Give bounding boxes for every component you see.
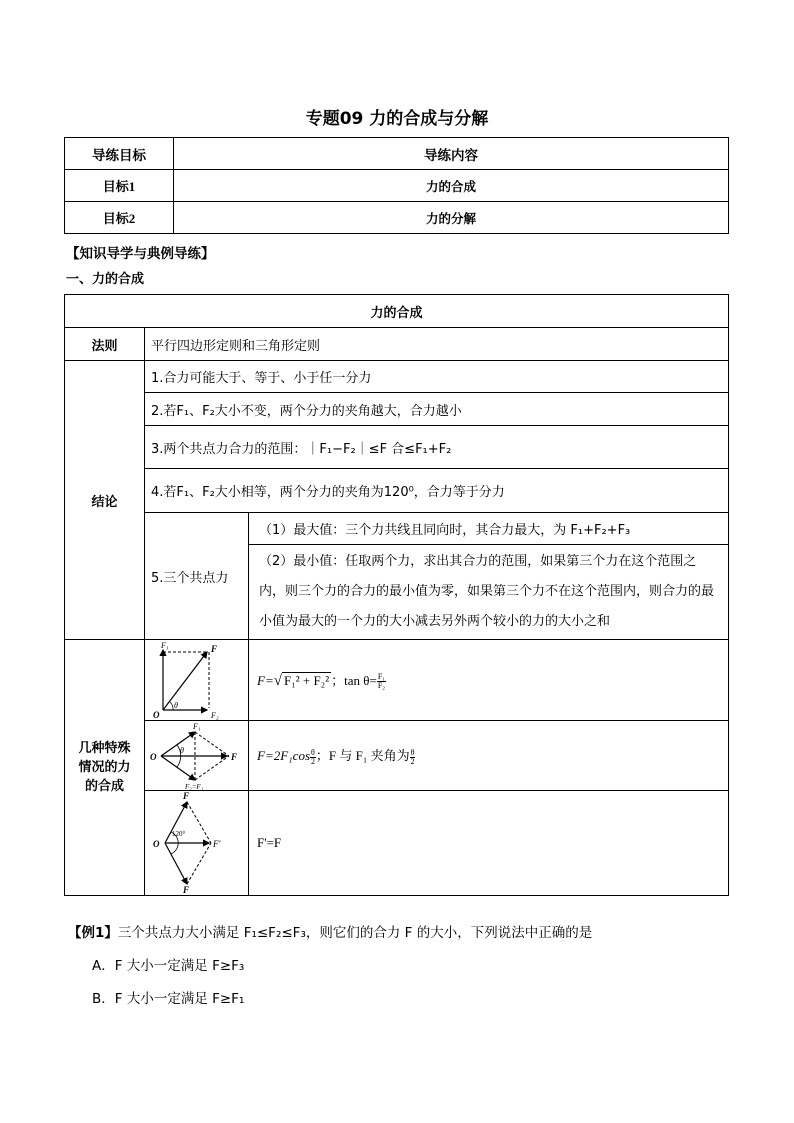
fig3-f-top-label: F [182,792,189,801]
formula1-den: F₂ [377,681,386,691]
fig1-o-label: O [152,710,159,720]
formula2-part-a: F=2F₁cos [257,748,311,764]
fig3-f-bottom-label: F [182,885,189,894]
formula-perpendicular: F=√ F₁² + F₂² ；tan θ= $\frac{\text{F₁}}{\text{F₂}}$ [249,640,729,721]
fig1-theta-label: θ [173,701,178,710]
special-cases-text: 几种特殊情况的力的合成 [78,741,131,794]
objectives-header-goal: 导练目标 [65,138,174,170]
page-title: 专题09 力的合成与分解 [305,109,489,129]
formula-equal-forces [249,721,729,791]
formula2-num-a: θ [311,747,315,757]
special-cases-label [65,640,145,896]
objective-content-2: 力的分解 [174,202,729,234]
conclusion-2: 2.若F₁、F₂大小不变，两个分力的夹角越大，合力越小 [145,393,729,426]
section-heading: 【知识导学与典例导练】 [66,246,215,262]
fig1-f2-label: F₂ [210,711,219,720]
formula1-tan: ；tan θ= [331,672,377,688]
option-b: B．F 大小一定满足 F≥F₁ [92,991,245,1007]
formula1-num: F₁ [377,672,386,682]
formula1-prefix: F= [257,672,274,688]
objectives-header-content: 导练内容 [174,138,729,170]
rule-text: 平行四边形定则和三角形定则 [145,328,729,361]
formula2-part-b: ；F 与 F₁ 夹角为 [315,748,410,764]
conclusion-5-label: 5.三个共点力 [145,513,249,640]
rule-label: 法则 [65,328,145,361]
conclusion-1: 1.合力可能大于、等于、小于任一分力 [145,361,729,393]
fig2-o-label: O [149,751,156,762]
fig1-f1-label: F₁ [160,641,169,650]
sub-heading: 一、力的合成 [66,272,145,287]
equal-forces-diagram [147,722,247,790]
objective-goal-2: 目标2 [65,202,174,234]
example-tag: 【例1】 [68,925,118,941]
formula2-den-a: 2 [310,756,315,766]
fig1-f-label: F [210,644,217,654]
fig2-f2eq-label: F₂=F₁ [184,782,203,790]
fig3-fprime-label: F′ [212,839,220,849]
formula1-root: F₁² + F₂² [283,672,330,688]
formula-120-degrees: F'=F [249,791,729,896]
conclusion-label: 结论 [65,361,145,640]
formula2-den-b: 2 [410,756,415,766]
perpendicular-forces-diagram [147,640,247,720]
formula2-num-b: θ [410,747,415,757]
example-stem: 三个共点力大小满足 F₁≤F₂≤F₃，则它们的合力 F 的大小，下列说法中正确的是 [117,925,593,941]
conclusion-3: 3.两个共点力合力的范围：｜F₁−F₂｜≤F 合≤F₁+F₂ [145,426,729,469]
objective-content-1: 力的合成 [174,170,729,202]
formula1-fraction [377,673,386,690]
fig3-o-label: O [152,839,159,849]
fig2-f1-label: F₁ [192,721,201,731]
force-composition-table [64,294,729,896]
fig2-f-label: F [230,751,237,762]
conclusion-4: 4.若F₁、F₂大小相等，两个分力的夹角为120⁰，合力等于分力 [145,469,729,513]
figure-120-degrees [145,791,249,896]
table-title: 力的合成 [65,295,729,328]
figure-perpendicular [145,640,249,721]
120-degree-forces-diagram [147,792,247,894]
conclusion-5-min: （2）最小值：任取两个力，求出其合力的范围，如果第三个力在这个范围之内，则三个力的合力的最小值为零，如果第三个力不在这个范围内，则合力的最小值为最大的一个力的大小减去另外两个较小的力的大小之和 [249,545,729,640]
conclusion-5-max: （1）最大值：三个力共线且同向时，其合力最大，为 F₁+F₂+F₃ [249,513,729,545]
fig3-120-label: 120° [171,830,185,838]
formula2-fraction-b [410,749,416,766]
option-a: A．F 大小一定满足 F≥F₃ [92,958,245,974]
objective-goal-1: 目标1 [65,170,174,202]
figure-equal-forces [145,721,249,791]
objectives-table [64,137,729,234]
fig2-theta-label: θ [179,745,184,755]
example-question [68,921,592,941]
